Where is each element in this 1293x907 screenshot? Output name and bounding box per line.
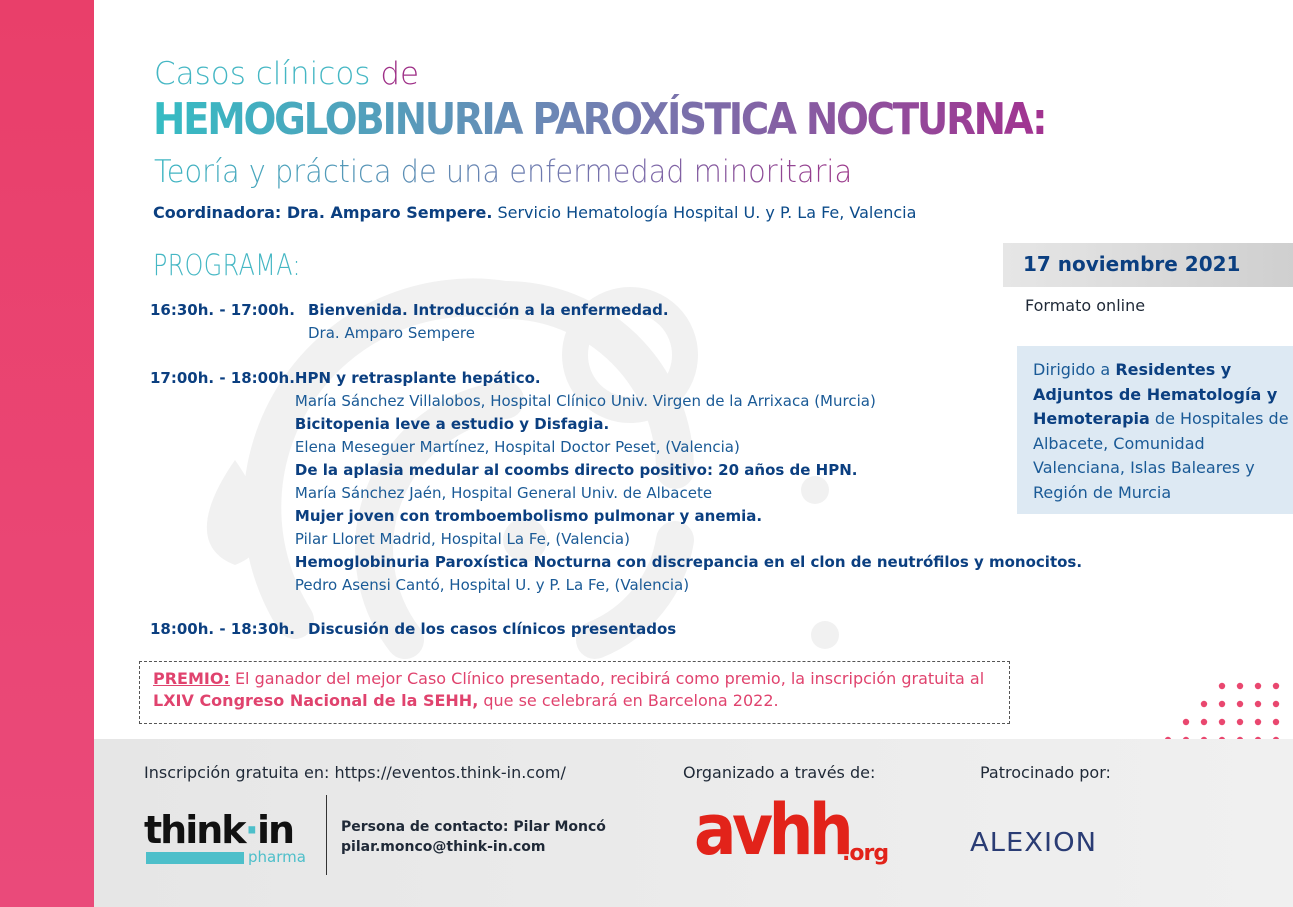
alexion-logo: ALEXION (970, 828, 1098, 858)
decorative-dot (1219, 683, 1225, 689)
session-item-title: Hemoglobinuria Paroxística Nocturna con discrepancia en el clon de neutrófilos y monocitos. (294, 553, 1083, 571)
target-hospitals: de Hospitales de Albacete, Comunidad Valenciana, Islas Baleares y Región de Murcia (1033, 409, 1289, 502)
decorative-dot (1219, 719, 1225, 725)
think-in-logo: think·in pharma (144, 808, 306, 866)
target-prefix: Dirigido a (1033, 360, 1111, 379)
session-item-title: HPN y retrasplante hepático. (294, 369, 541, 387)
session (150, 367, 1083, 597)
decorative-dot (1255, 683, 1261, 689)
session-item-title: Bienvenida. Introducción a la enfermedad. (308, 301, 669, 319)
decorative-dot (1183, 719, 1189, 725)
coordinator-line (153, 203, 916, 222)
registration-info: Inscripción gratuita en: https://eventos.think-in.com/ (144, 763, 566, 782)
decorative-dot (1219, 701, 1225, 707)
decorative-dot (1201, 719, 1207, 725)
session (150, 618, 1030, 640)
target-audience-box (1017, 346, 1293, 514)
avhh-logo: avhh .org (694, 789, 889, 871)
session-item-title: De la aplasia medular al coombs directo positivo: 20 años de HPN. (294, 461, 858, 479)
decorative-dot (1273, 719, 1279, 725)
left-accent-bar (0, 0, 94, 907)
coordinator-service: Servicio Hematología Hospital U. y P. La Fe, Valencia (492, 203, 917, 222)
session (150, 299, 1030, 345)
event-date-box (1003, 243, 1293, 287)
decorative-dot (1273, 701, 1279, 707)
decorative-dot (1201, 701, 1207, 707)
session-item-speaker: María Sánchez Villalobos, Hospital Clínico Univ. Virgen de la Arrixaca (Murcia) (294, 392, 876, 410)
prize-label: PREMIO: (153, 669, 230, 688)
coordinator-label: Coordinadora: Dra. Amparo Sempere. (153, 203, 493, 222)
footer (94, 739, 1293, 907)
session-item-speaker: María Sánchez Jaén, Hospital General Univ. de Albacete (294, 484, 713, 502)
decorative-dot (1237, 719, 1243, 725)
contact-email: pilar.monco@think-in.com (341, 839, 546, 855)
session-item-speaker: Dra. Amparo Sempere (308, 324, 475, 342)
decorative-dot (1255, 701, 1261, 707)
organized-by-label: Organizado a través de: (683, 763, 876, 782)
session-item-title: Mujer joven con tromboembolismo pulmonar y anemia. (294, 507, 763, 525)
prize-box (139, 661, 1010, 724)
session-item-speaker: Pedro Asensi Cantó, Hospital U. y P. La Fe, (Valencia) (294, 576, 690, 594)
decorative-dot (1237, 701, 1243, 707)
session-time: 18:00h. - 18:30h. (150, 620, 295, 638)
session-item-title: Discusión de los casos clínicos presentados (308, 620, 677, 638)
session-time: 17:00h. - 18:00h. (150, 369, 295, 387)
sponsored-by-label: Patrocinado por: (980, 763, 1111, 782)
session-item-speaker: Pilar Lloret Madrid, Hospital La Fe, (Valencia) (294, 530, 630, 548)
subtitle-casos-clinicos: Casos clínicos de (154, 56, 420, 92)
programa-heading: PROGRAMA: (153, 248, 301, 282)
session-item-speaker: Elena Meseguer Martínez, Hospital Doctor Peset, (Valencia) (294, 438, 740, 456)
event-date: 17 noviembre 2021 (1023, 252, 1241, 276)
prize-text: El ganador del mejor Caso Clínico presentado, recibirá como premio, la inscripción gratuita al (229, 669, 985, 688)
event-format: Formato online (1025, 296, 1146, 315)
contact-name: Persona de contacto: Pilar Moncó (341, 819, 606, 835)
footer-divider (326, 795, 327, 875)
contact-info (341, 817, 606, 857)
decorative-dot (1255, 719, 1261, 725)
decorative-dot (1237, 683, 1243, 689)
target-audience: Residentes y Adjuntos de Hematología y Hemoterapia (1033, 360, 1278, 428)
page-tagline: Teoría y práctica de una enfermedad minoritaria (154, 154, 853, 190)
prize-congress: LXIV Congreso Nacional de la SEHH, (153, 691, 479, 710)
session-item-title: Bicitopenia leve a estudio y Disfagia. (294, 415, 610, 433)
prize-text-end: que se celebrará en Barcelona 2022. (478, 691, 779, 710)
decorative-dot (1273, 683, 1279, 689)
page-title: HEMOGLOBINURIA PAROXÍSTICA NOCTURNA: (153, 94, 1046, 145)
session-time: 16:30h. - 17:00h. (150, 301, 295, 319)
